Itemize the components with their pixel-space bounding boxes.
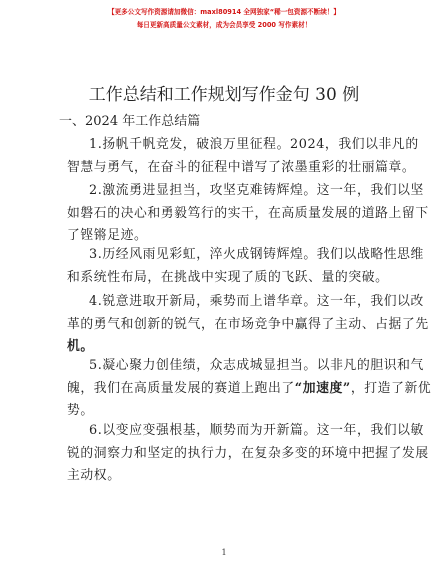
paragraph-5-line-2-start: 魄，我们在高质量发展的赛道上跑出了 xyxy=(67,380,295,396)
section-heading: 一、2024 年工作总结篇 xyxy=(59,114,201,129)
paragraph-5-line-2 xyxy=(67,378,432,401)
paragraph-4-line-3: 机。 xyxy=(67,339,94,355)
paragraph-1 xyxy=(67,134,419,179)
page-number: 1 xyxy=(221,548,227,557)
paragraph-5 xyxy=(67,355,432,423)
paragraph-5-line-1: 5.凝心聚力创佳绩，众志成城显担当。以非凡的胆识和气 xyxy=(89,358,424,373)
emphasis-text: “加速度” xyxy=(294,380,351,396)
paragraph-2-line-1: 2.激流勇进显担当，攻坚克难铸辉煌。这一年，我们以坚 xyxy=(89,183,424,198)
paragraph-6-line-3: 主动权。 xyxy=(67,468,121,484)
paragraph-1-line-2: 智慧与勇气，在奋斗的征程中谱写了浓墨重彩的壮丽篇章。 xyxy=(67,159,416,175)
paragraph-3 xyxy=(67,244,424,289)
paragraph-3-line-2: 和系统性布局，在挑战中实现了质的飞跃、量的突破。 xyxy=(67,269,389,285)
paragraph-2-line-2: 如磐石的决心和勇毅笃行的实干，在高质量发展的道路上留下 xyxy=(67,205,429,221)
document-title: 工作总结和工作规划写作金句 30 例 xyxy=(88,85,360,105)
promo-banner-line-2: 每日更新高质量公文素材，成为会员享受 2000 写作素材！ xyxy=(136,21,312,29)
paragraph-6-line-1: 6.以变应变强根基，顺势而为开新篇。这一年，我们以敏 xyxy=(89,423,424,438)
paragraph-4-line-2: 革的勇气和创新的锐气，在市场竞争中赢得了主动、占据了先 xyxy=(67,316,429,332)
paragraph-4 xyxy=(67,291,429,359)
paragraph-4-line-1: 4.锐意进取开新局，乘势而上谱华章。这一年，我们以改 xyxy=(89,294,424,309)
paragraph-1-line-1: 1.扬帆千帆竞发，破浪万里征程。2024，我们以非凡的 xyxy=(89,137,419,152)
paragraph-6-line-2: 锐的洞察力和坚定的执行力，在复杂多变的环境中把握了发展 xyxy=(67,445,429,461)
promo-banner xyxy=(0,6,448,32)
promo-banner-line-1: 【更多公文写作资源请加微信：maxl80914 全网独家“稀一包资源不断续！】 xyxy=(107,8,341,16)
paragraph-3-line-1: 3.历经风雨见彩虹，淬火成钢铸辉煌。我们以战略性思维 xyxy=(89,247,424,262)
paragraph-2-line-3: 了铿锵足迹。 xyxy=(67,228,148,244)
paragraph-5-line-2-end: ，打造了新优 xyxy=(350,380,432,396)
paragraph-2 xyxy=(67,180,429,248)
paragraph-5-line-3: 势。 xyxy=(67,403,94,419)
paragraph-6 xyxy=(67,420,429,488)
